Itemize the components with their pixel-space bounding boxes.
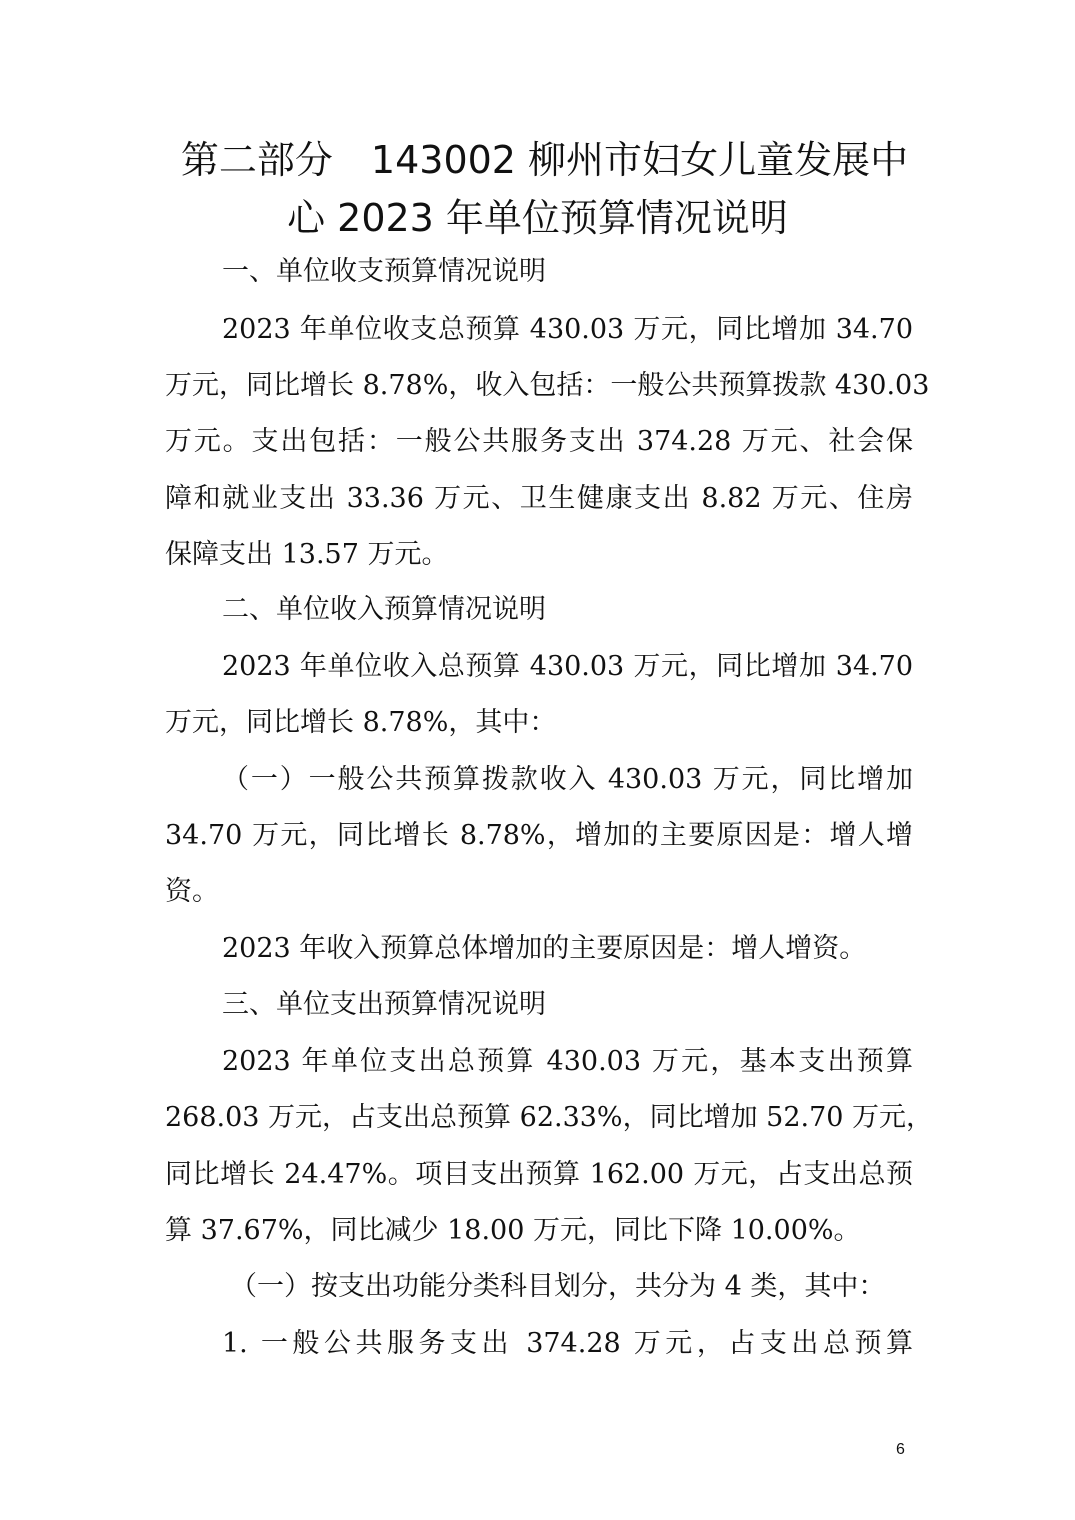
- paragraph-line: 2023 年单位收入总预算 430.03 万元，同比增加 34.70: [222, 651, 913, 682]
- section-heading-2: 二、单位收入预算情况说明: [222, 594, 546, 625]
- paragraph-line: 万元。支出包括：一般公共服务支出 374.28 万元、社会保: [165, 426, 913, 457]
- paragraph-line: 万元，同比增长 8.78%，收入包括：一般公共预算拨款 430.03: [165, 370, 930, 401]
- paragraph-line: 保障支出 13.57 万元。: [165, 539, 449, 570]
- paragraph-line: 算 37.67%，同比减少 18.00 万元，同比下降 10.00%。: [165, 1215, 861, 1246]
- paragraph-line: 2023 年单位支出总预算 430.03 万元，基本支出预算: [222, 1046, 913, 1077]
- paragraph-line: （一）一般公共预算拨款收入 430.03 万元，同比增加: [222, 764, 913, 795]
- paragraph-line: 2023 年单位收支总预算 430.03 万元，同比增加 34.70: [222, 314, 913, 345]
- page-number: 6: [896, 1441, 905, 1458]
- paragraph-line: 1. 一般公共服务支出 374.28 万元，占支出总预算: [222, 1328, 913, 1359]
- paragraph-line: 268.03 万元，占支出总预算 62.33%，同比增加 52.70 万元，: [165, 1102, 934, 1133]
- paragraph-line: 万元，同比增长 8.78%，其中：: [165, 707, 557, 738]
- paragraph-line: 障和就业支出 33.36 万元、卫生健康支出 8.82 万元、住房: [165, 483, 913, 514]
- paragraph-line: 2023 年收入预算总体增加的主要原因是：增人增资。: [222, 933, 867, 964]
- paragraph-line: 34.70 万元，同比增长 8.78%，增加的主要原因是：增人增: [165, 820, 913, 851]
- paragraph-line: 同比增长 24.47%。项目支出预算 162.00 万元，占支出总预: [165, 1159, 913, 1190]
- section-heading-1: 一、单位收支预算情况说明: [222, 256, 546, 287]
- paragraph-line: （一）按支出功能分类科目划分，共分为 4 类，其中：: [230, 1271, 886, 1302]
- document-title-line-1: 第二部分 143002 柳州市妇女儿童发展中: [180, 138, 909, 182]
- document-title-line-2: 心 2023 年单位预算情况说明: [287, 196, 788, 240]
- paragraph-line: 资。: [165, 876, 219, 907]
- section-heading-3: 三、单位支出预算情况说明: [222, 989, 546, 1020]
